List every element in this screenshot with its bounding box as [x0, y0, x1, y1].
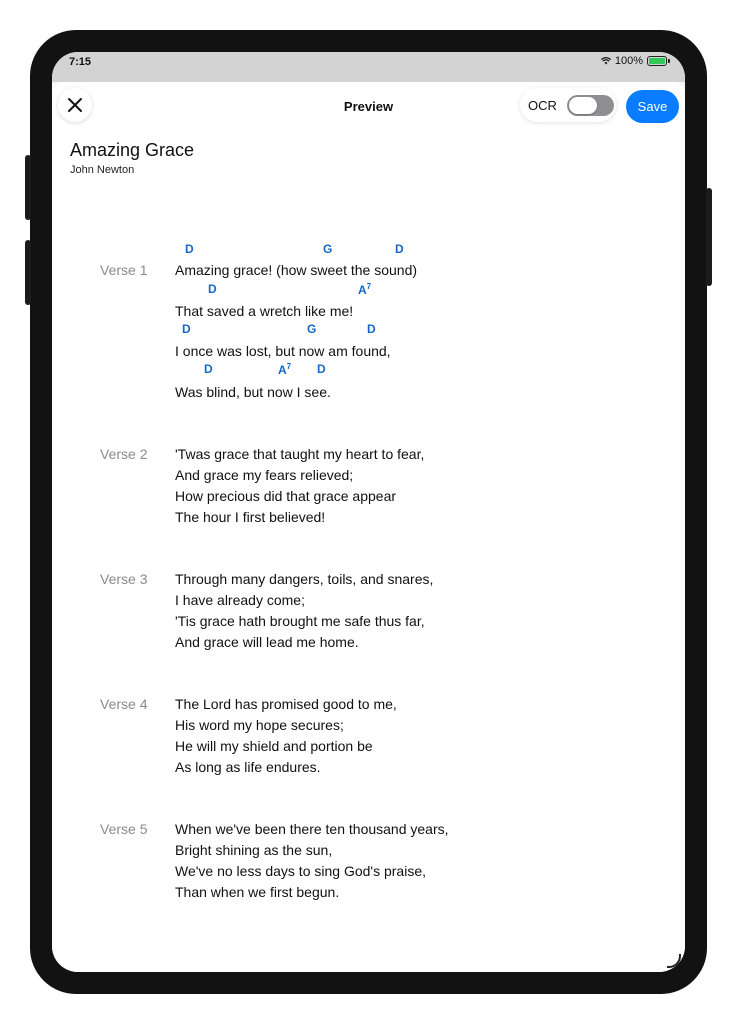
verse-label: Verse 5 [100, 821, 148, 837]
screen [52, 52, 685, 972]
volume-up-button [25, 155, 31, 220]
save-button[interactable]: Save [626, 90, 679, 123]
status-bar [52, 52, 685, 82]
chord: $A^7$ [358, 282, 372, 297]
lyric-line: Through many dangers, toils, and snares, [175, 571, 434, 587]
page-title: Preview [343, 99, 394, 114]
ocr-control [520, 88, 616, 122]
chord: D [208, 282, 217, 296]
chord: D [182, 322, 191, 336]
toggle-knob [569, 97, 597, 114]
chord: D [395, 242, 404, 256]
verse-label: Verse 1 [100, 262, 148, 278]
ocr-label: OCR [528, 97, 557, 113]
resize-corner-icon [667, 954, 681, 968]
song-title: Amazing Grace [70, 140, 195, 160]
lyric-line: He will my shield and portion be [175, 738, 373, 754]
battery-percent: 100% [614, 55, 643, 67]
chord: D [204, 362, 213, 376]
lyric-line: 'Tis grace hath brought me safe thus far, [175, 613, 425, 629]
lyric-line: I have already come; [175, 592, 305, 608]
chord: G [323, 242, 333, 256]
chord: D [367, 322, 376, 336]
preview-sheet [52, 82, 685, 972]
lyric-line: Bright shining as the sun, [175, 842, 333, 858]
lyric-line: The hour I first believed! [175, 509, 326, 525]
verse-label: Verse 4 [100, 696, 148, 712]
lyric-line: We've no less days to sing God's praise, [175, 863, 426, 879]
status-time: 7:15 [69, 56, 92, 68]
verse-label: Verse 2 [100, 446, 148, 462]
lyric-line: When we've been there ten thousand years, [175, 821, 449, 837]
chord: D [317, 362, 326, 376]
chord: D [185, 242, 194, 256]
lyric-line: That saved a wretch like me! [175, 303, 354, 319]
lyric-line: 'Twas grace that taught my heart to fear, [175, 446, 425, 462]
ocr-toggle[interactable] [567, 95, 614, 116]
status-indicators [601, 55, 667, 67]
lyric-line: And grace my fears relieved; [175, 467, 354, 483]
wifi-icon [601, 57, 611, 65]
lyric-line: How precious did that grace appear [175, 488, 397, 504]
volume-down-button [25, 240, 31, 305]
verse-label: Verse 3 [100, 571, 148, 587]
lyric-line: I once was lost, but now am found, [175, 343, 391, 359]
lyric-line: And grace will lead me home. [175, 634, 359, 650]
lyric-line: His word my hope secures; [175, 717, 344, 733]
lyric-line: Than when we first begun. [175, 884, 340, 900]
chord: $A^7$ [278, 362, 292, 377]
lyric-line: As long as life endures. [175, 759, 321, 775]
lyric-line: Amazing grace! (how sweet the sound) [175, 262, 418, 278]
chord: G [307, 322, 317, 336]
lyric-line: The Lord has promised good to me, [175, 696, 397, 712]
battery-icon [647, 56, 667, 66]
lyric-line: Was blind, but now I see. [175, 384, 331, 400]
song-author: John Newton [70, 164, 135, 176]
power-button [706, 188, 712, 286]
